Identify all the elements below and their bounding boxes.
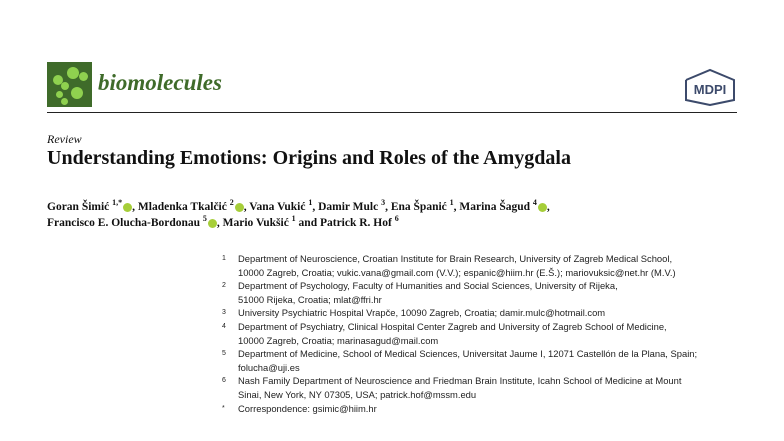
affiliation-text bbox=[238, 347, 697, 374]
header-rule bbox=[47, 112, 737, 113]
affiliation-item bbox=[222, 374, 697, 401]
affiliation-line: 10000 Zagreb, Croatia; marinasagud@mail.com bbox=[238, 334, 439, 346]
affiliation-text bbox=[238, 374, 681, 401]
author-name: Patrick R. Hof bbox=[319, 216, 392, 229]
affiliation-number: 5 bbox=[222, 350, 226, 358]
author-name: Goran Šimić bbox=[47, 200, 110, 213]
affiliation-line: Department of Medicine, School of Medical Sciences, Universitat Jaume I, 12071 Castellón de la Plana, Spain; bbox=[238, 348, 698, 360]
affiliation-line: University Psychiatric Hospital Vrapče, 10090 Zagreb, Croatia; damir.mulc@hotmail.com bbox=[238, 307, 606, 319]
affiliation-item bbox=[222, 320, 697, 347]
affiliation-number: 2 bbox=[222, 282, 226, 290]
affiliation-number: 4 bbox=[222, 322, 226, 330]
author-name: Mario Vukšić bbox=[222, 216, 289, 229]
author-affiliation-ref: 6 bbox=[394, 214, 399, 223]
affiliation-line: Department of Psychology, Faculty of Humanities and Social Sciences, University of Rijeka, bbox=[238, 280, 618, 292]
author-name: Marina Šagud bbox=[459, 200, 531, 213]
affiliation-text bbox=[238, 252, 676, 279]
affiliation-line: Department of Psychiatry, Clinical Hospital Center Zagreb and University of Zagreb School of Medicine, bbox=[238, 320, 667, 332]
article-title: Understanding Emotions: Origins and Roles of the Amygdala bbox=[47, 147, 571, 169]
publisher-name: MDPI bbox=[693, 82, 727, 97]
affiliation-number: 3 bbox=[222, 309, 226, 317]
author-affiliation-ref: 1,* bbox=[112, 198, 123, 207]
affiliation-line: 10000 Zagreb, Croatia; vukic.vana@gmail.com (V.V.); espanic@hiim.hr (E.Š.); mariovuksic@net.hr (M.V.) bbox=[238, 266, 676, 278]
affiliation-line: Department of Neuroscience, Croatian Institute for Brain Research, University of Zagreb Medical School, bbox=[238, 253, 673, 264]
affiliation-text bbox=[238, 306, 605, 320]
journal-logo bbox=[47, 62, 92, 107]
author-name: Damir Mulc bbox=[318, 200, 379, 213]
affiliations bbox=[222, 252, 697, 415]
mdpi-logo bbox=[682, 68, 738, 106]
author-list-line-1: Goran Šimić $^{1,*}$ , Mladenka Tkalčić $^2$ , Vana Vukić $^1$, Damir Mulc $^3$, Ena Španić $^1$, Marina Šagud $^4$ , bbox=[47, 198, 550, 213]
affiliation-item bbox=[222, 279, 697, 306]
affiliation-line: Nash Family Department of Neuroscience and Friedman Brain Institute, Icahn School of Medicine at Mount bbox=[238, 375, 682, 387]
affiliation-line: folucha@uji.es bbox=[238, 361, 300, 373]
author-name: Mladenka Tkalčić bbox=[137, 200, 227, 213]
affiliation-item bbox=[222, 402, 697, 416]
author-name: Ena Španić bbox=[390, 200, 447, 213]
author-name: Francisco E. Olucha-Bordonau bbox=[47, 216, 201, 229]
affiliation-text bbox=[238, 320, 667, 347]
author-affiliation-ref: 5 bbox=[202, 214, 207, 223]
affiliation-line: Correspondence: gsimic@hiim.hr bbox=[238, 402, 377, 414]
author-affiliation-ref: 1 bbox=[308, 198, 313, 207]
author-name: Vana Vukić bbox=[249, 200, 306, 213]
author-affiliation-ref: 2 bbox=[229, 198, 234, 207]
orcid-icon[interactable] bbox=[235, 203, 244, 212]
author-affiliation-ref: 1 bbox=[449, 198, 454, 207]
affiliation-text bbox=[238, 279, 618, 306]
affiliation-number: 1 bbox=[222, 255, 226, 262]
author-affiliation-ref: 3 bbox=[381, 198, 386, 207]
affiliation-item bbox=[222, 347, 697, 374]
journal-name: biomolecules bbox=[98, 70, 222, 95]
affiliation-number: * bbox=[222, 404, 225, 412]
affiliation-line: 51000 Rijeka, Croatia; mlat@ffri.hr bbox=[238, 293, 382, 305]
affiliation-item bbox=[222, 306, 697, 320]
affiliation-line: Sinai, New York, NY 07305, USA; patrick.hof@mssm.edu bbox=[238, 388, 477, 400]
affiliation-text bbox=[238, 402, 377, 416]
article-type: Review bbox=[47, 132, 82, 146]
author-list-line-2: Francisco E. Olucha-Bordonau $^5$ , Mario Vukšić $^1$ and Patrick R. Hof $^6$ bbox=[47, 214, 399, 229]
author-affiliation-ref: 4 bbox=[532, 198, 537, 207]
orcid-icon[interactable] bbox=[208, 219, 217, 228]
orcid-icon[interactable] bbox=[538, 203, 547, 212]
author-affiliation-ref: 1 bbox=[291, 214, 296, 223]
orcid-icon[interactable] bbox=[123, 203, 132, 212]
affiliation-item bbox=[222, 252, 697, 279]
affiliation-number: 6 bbox=[222, 377, 226, 385]
